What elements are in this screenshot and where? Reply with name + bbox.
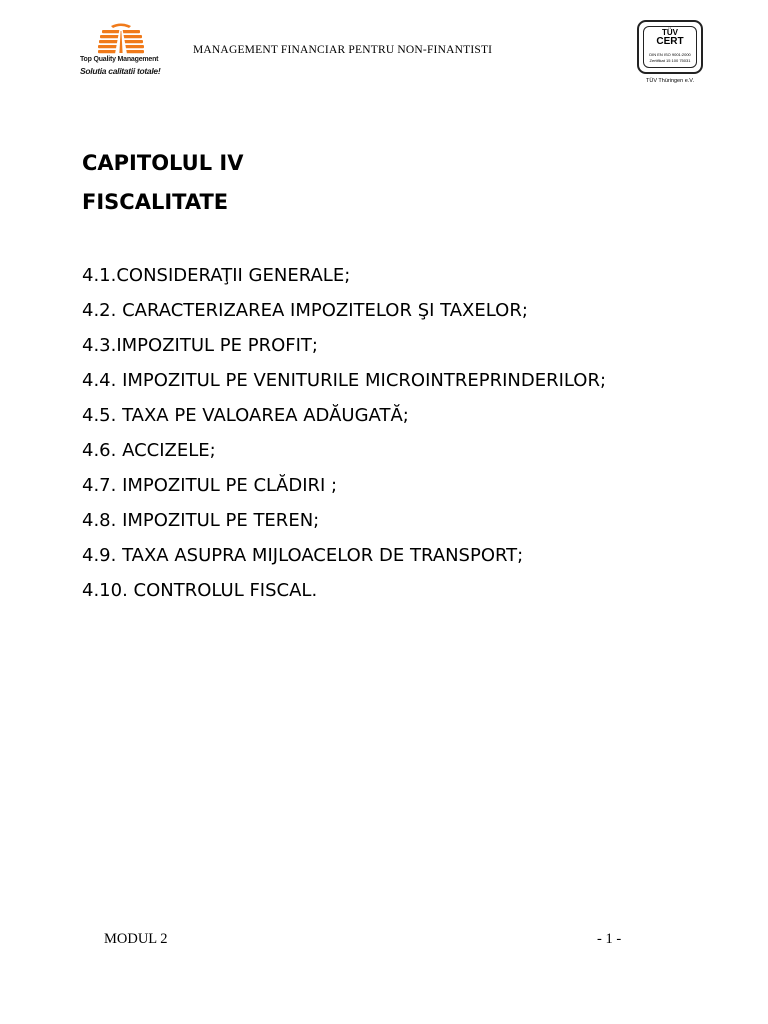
toc-item: 4.4. IMPOZITUL PE VENITURILE MICROINTREPRINDERILOR; bbox=[82, 370, 607, 391]
tuv-logo-standard: DIN EN ISO 9001:2000 bbox=[649, 52, 691, 57]
chapter-number: CAPITOLUL IV bbox=[82, 151, 244, 175]
header-title: MANAGEMENT FINANCIAR PENTRU NON-FINANTISTI bbox=[193, 44, 493, 56]
tuv-logo-certificate: Zertifikat 15 100 75031 bbox=[649, 58, 691, 63]
toc-item: 4.2. CARACTERIZAREA IMPOZITELOR ŞI TAXELOR; bbox=[82, 300, 528, 321]
page-number: - 1 - bbox=[597, 931, 622, 947]
next-page-tqm-logo bbox=[100, 1016, 140, 1024]
toc-item: 4.6. ACCIZELE; bbox=[82, 440, 216, 461]
tuv-logo-caption: TÜV Thüringen e.V. bbox=[645, 78, 694, 84]
next-page-tuv-logo bbox=[636, 1018, 704, 1024]
tuv-logo-top: TÜV bbox=[662, 28, 678, 37]
toc-item: 4.1.CONSIDERAŢII GENERALE; bbox=[82, 265, 351, 286]
toc-item: 4.3.IMPOZITUL PE PROFIT; bbox=[82, 335, 318, 356]
tqm-logo-line1: Top Quality Management bbox=[80, 56, 159, 63]
toc-item: 4.8. IMPOZITUL PE TEREN; bbox=[82, 510, 320, 531]
tuv-logo-cert: CERT bbox=[656, 36, 684, 47]
chapter-contents-list bbox=[82, 264, 606, 614]
tuv-cert-logo bbox=[637, 20, 707, 90]
toc-item: 4.10. CONTROLUL FISCAL. bbox=[82, 580, 318, 601]
tqm-road-sun-icon bbox=[98, 22, 144, 56]
tqm-logo-slogan: Solutia calitatii totale! bbox=[80, 66, 161, 76]
toc-item: 4.7. IMPOZITUL PE CLĂDIRI ; bbox=[82, 475, 338, 496]
top-quality-management-logo bbox=[80, 22, 170, 80]
footer-module: MODUL 2 bbox=[104, 931, 168, 947]
toc-item: 4.9. TAXA ASUPRA MIJLOACELOR DE TRANSPORT; bbox=[82, 545, 524, 566]
tuv-cert-icon bbox=[637, 20, 703, 74]
toc-item: 4.5. TAXA PE VALOAREA ADĂUGATĂ; bbox=[82, 405, 409, 426]
chapter-title: FISCALITATE bbox=[82, 190, 229, 214]
